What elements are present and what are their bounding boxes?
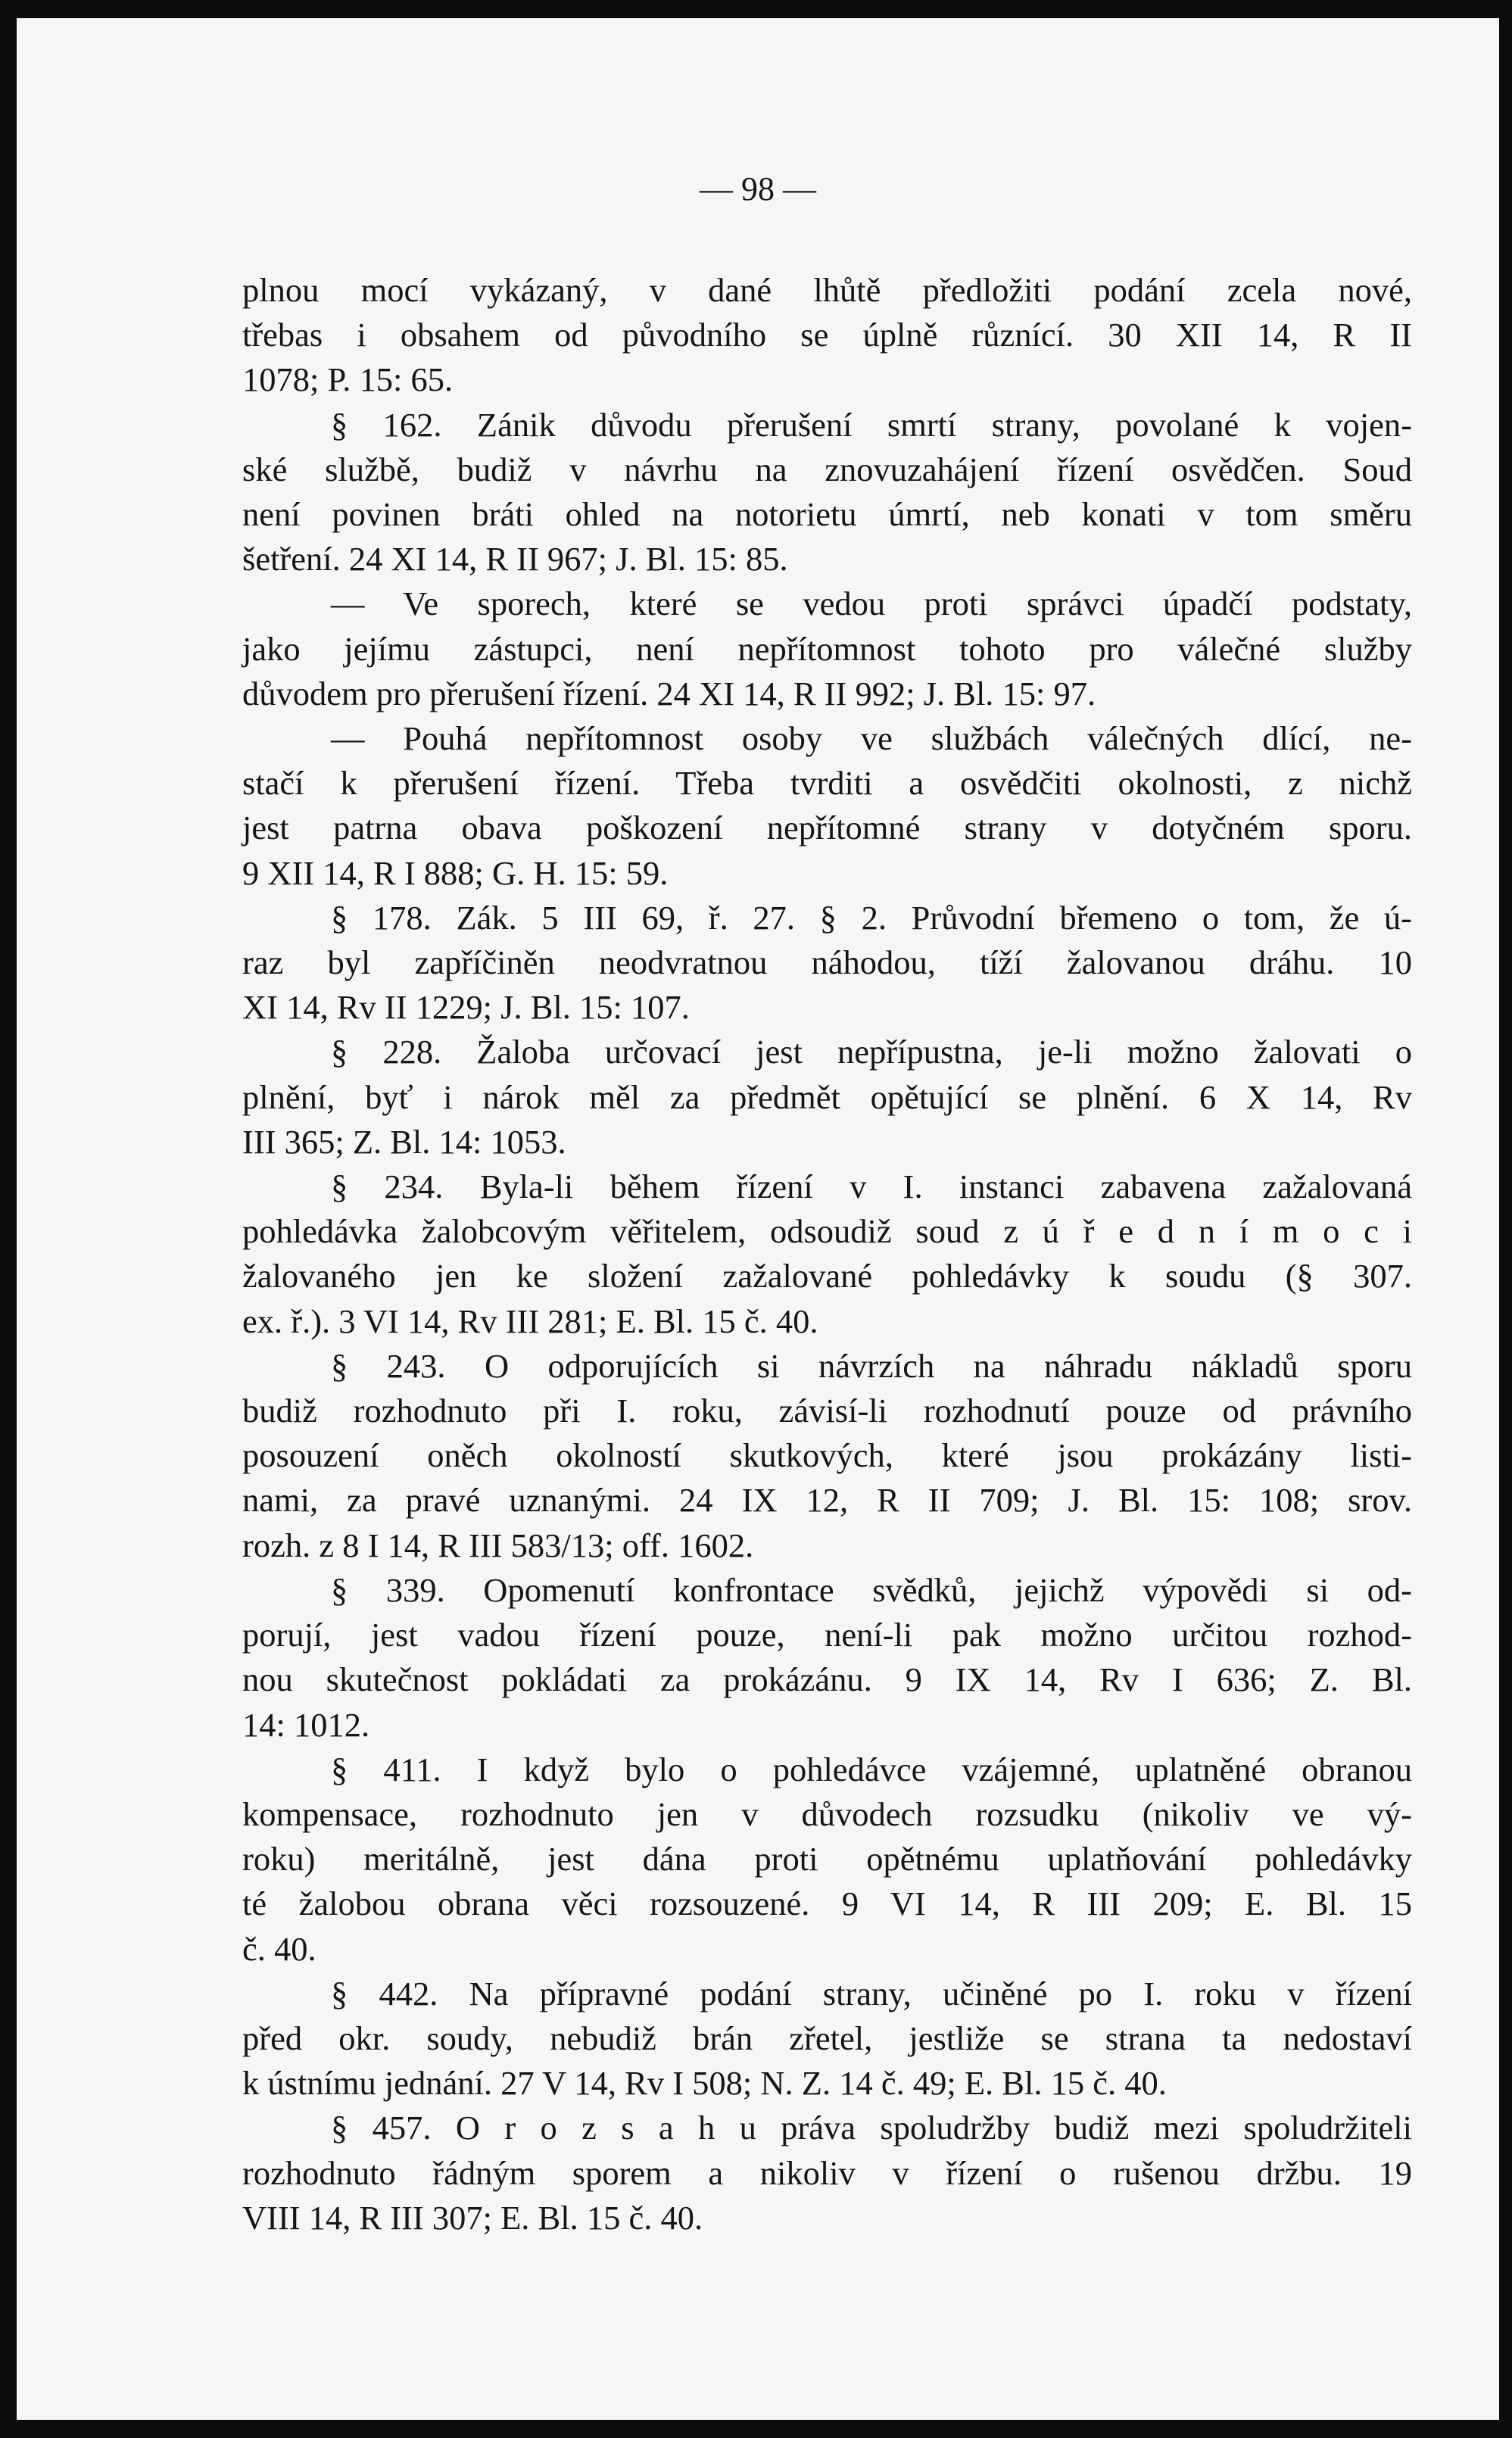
text-line: není povinen bráti ohled na notorietu úmrtí, neb konati v tom směru — [242, 495, 1412, 534]
text-line: § 178. Zák. 5 III 69, ř. 27. § 2. Průvodní břemeno o tom, že ú- — [331, 898, 1412, 937]
text-line: posouzení oněch okolností skutkových, které jsou prokázány listi- — [242, 1436, 1412, 1475]
text-line: VIII 14, R III 307; E. Bl. 15 č. 40. — [242, 2198, 703, 2237]
text-line: té žalobou obrana věci rozsouzené. 9 VI 14, R III 209; E. Bl. 15 — [242, 1885, 1412, 1923]
text-line: — Pouhá nepřítomnost osoby ve službách válečných dlící, ne- — [331, 719, 1412, 758]
text-line: pohledávka žalobcovým věřitelem, odsoudiž soud z ú ř e d n í m o c i — [242, 1212, 1412, 1251]
text-line: třebas i obsahem od původního se úplně různící. 30 XII 14, R II — [242, 316, 1412, 354]
text-line: kompensace, rozhodnuto jen v důvodech rozsudku (nikoliv ve vý- — [242, 1794, 1412, 1833]
text-line: 14: 1012. — [242, 1705, 370, 1744]
text-line: 1078; P. 15: 65. — [242, 360, 454, 399]
text-line: § 243. O odporujících si návrzích na náhradu nákladů sporu — [331, 1346, 1412, 1385]
text-line: raz byl zapříčiněn neodvratnou náhodou, tíží žalovanou dráhu. 10 — [242, 943, 1412, 982]
text-line: § 457. O r o z s a h u práva spoludržby budiž mezi spoludržiteli — [331, 2109, 1412, 2147]
text-line: jest patrna obava poškození nepřítomné strany v dotyčném sporu. — [242, 809, 1412, 847]
text-line: nami, za pravé uznanými. 24 IX 12, R II 709; J. Bl. 15: 108; srov. — [242, 1481, 1412, 1520]
text-line: porují, jest vadou řízení pouze, není-li pak možno určitou rozhod- — [242, 1616, 1412, 1654]
text-line: plnění, byť i nárok měl za předmět opětující se plnění. 6 X 14, Rv — [242, 1077, 1412, 1116]
text-line: XI 14, Rv II 1229; J. Bl. 15: 107. — [242, 988, 690, 1027]
text-line: roku) meritálně, jest dána proti opětnému uplatňování pohledávky — [242, 1840, 1412, 1878]
text-line: nou skutečnost pokládati za prokázánu. 9 IX 14, Rv I 636; Z. Bl. — [242, 1660, 1412, 1699]
text-line: — Ve sporech, které se vedou proti správci úpadčí podstaty, — [331, 585, 1412, 623]
text-line: § 411. I když bylo o pohledávce vzájemné, uplatněné obranou — [331, 1750, 1412, 1788]
text-line: žalovaného jen ke složení zažalované pohledávky k soudu (§ 307. — [242, 1257, 1412, 1295]
page-number: — 98 — — [700, 170, 816, 207]
text-line: § 339. Opomenutí konfrontace svědků, jejichž výpovědi si od- — [331, 1570, 1412, 1609]
text-line: stačí k přerušení řízení. Třeba tvrditi a osvědčiti okolnosti, z nichž — [242, 764, 1412, 803]
scanned-page — [17, 18, 1499, 2420]
text-line: č. 40. — [242, 1929, 316, 1968]
page-text — [242, 268, 1412, 2240]
text-line: § 234. Byla-li během řízení v I. instanci zabavena zažalovaná — [331, 1168, 1412, 1206]
text-line: III 365; Z. Bl. 14: 1053. — [242, 1122, 566, 1161]
text-line: šetření. 24 XI 14, R II 967; J. Bl. 15: 85. — [242, 540, 788, 578]
text-line: plnou mocí vykázaný, v dané lhůtě předložiti podání zcela nové, — [242, 271, 1412, 309]
text-line: § 162. Zánik důvodu přerušení smrtí strany, povolané k vojen- — [331, 405, 1412, 444]
text-line: § 442. Na přípravné podání strany, učiněné po I. roku v řízení — [331, 1974, 1412, 2012]
text-line: ex. ř.). 3 VI 14, Rv III 281; E. Bl. 15 č. 40. — [242, 1302, 818, 1340]
text-line: před okr. soudy, nebudiž brán zřetel, jestliže se strana ta nedostaví — [242, 2019, 1412, 2057]
text-line: důvodem pro přerušení řízení. 24 XI 14, R II 992; J. Bl. 15: 97. — [242, 674, 1096, 712]
text-line: § 228. Žaloba určovací jest nepřípustna, je-li možno žalovati o — [331, 1033, 1412, 1071]
text-line: rozhodnuto řádným sporem a nikoliv v řízení o rušenou držbu. 19 — [242, 2153, 1412, 2192]
text-line: budiž rozhodnuto při I. roku, závisí-li rozhodnutí pouze od právního — [242, 1392, 1412, 1430]
text-line: k ústnímu jednání. 27 V 14, Rv I 508; N. Z. 14 č. 49; E. Bl. 15 č. 40. — [242, 2064, 1167, 2103]
text-line: 9 XII 14, R I 888; G. H. 15: 59. — [242, 853, 669, 892]
text-line: ské službě, budiž v návrhu na znovuzahájení řízení osvědčen. Soud — [242, 450, 1412, 488]
text-line: jako jejímu zástupci, není nepřítomnost tohoto pro válečné služby — [242, 629, 1412, 668]
text-line: rozh. z 8 I 14, R III 583/13; off. 1602. — [242, 1526, 754, 1564]
